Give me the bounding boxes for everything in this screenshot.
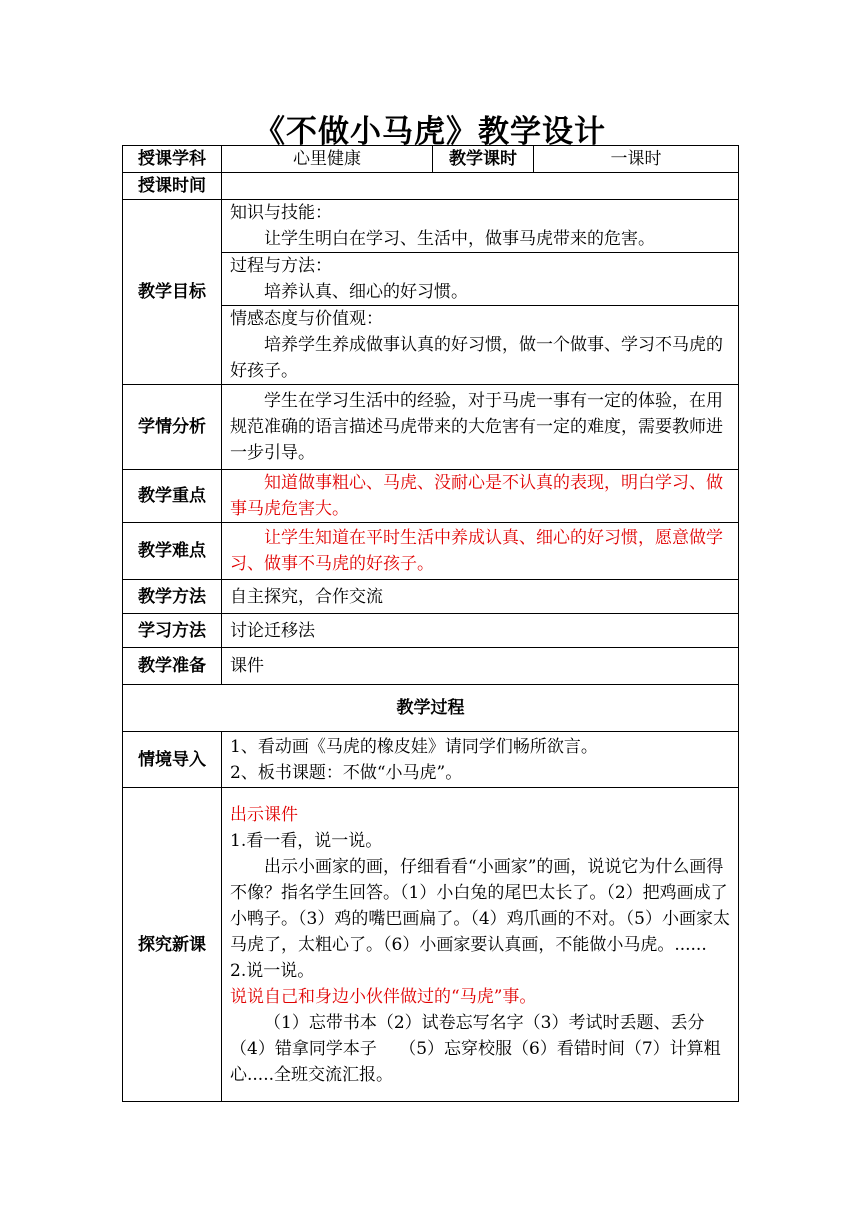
difficulties-label: 教学难点: [123, 523, 222, 580]
method-label: 教学方法: [123, 580, 222, 614]
key-points-row: [123, 470, 739, 523]
difficulties-row: [123, 523, 739, 580]
subject-label: 授课学科: [123, 146, 222, 173]
subject-value: 心里健康: [222, 146, 433, 173]
goals-label: 教学目标: [123, 200, 222, 385]
explore-step2-text: （1）忘带书本（2）试卷忘写名字（3）考试时丢题、丢分（4）错拿同学本子 （5）忘穿校服（6）看错时间（7）计算粗心.....全班交流汇报。: [230, 1012, 721, 1085]
intro-cell: [222, 732, 739, 788]
time-label: 授课时间: [123, 173, 222, 200]
learning-row: [123, 614, 739, 648]
intro-line-2: 2、板书课题：不做“小马虎”。: [230, 762, 463, 783]
analysis-label: 学情分析: [123, 385, 222, 470]
difficulties-text: 让学生知道在平时生活中养成认真、细心的好习惯，愿意做学习、做事不马虎的好孩子。: [222, 523, 739, 580]
process-text: 培养认真、细心的好习惯。: [264, 282, 468, 302]
knowledge-heading: 知识与技能：: [230, 203, 332, 223]
subject-row: [123, 146, 739, 173]
explore-step2-prompt: 说说自己和身边小伙伴做过的“马虎”事。: [230, 986, 537, 1007]
intro-label: 情境导入: [123, 732, 222, 788]
document-title: 《不做小马虎》教学设计: [254, 114, 606, 150]
goals-emotion-cell: [222, 306, 739, 385]
process-title-row: [123, 685, 739, 732]
intro-row: [123, 732, 739, 788]
hours-label: 教学课时: [433, 146, 534, 173]
explore-row: [123, 788, 739, 1102]
hours-value: 一课时: [534, 146, 739, 173]
key-points-label: 教学重点: [123, 470, 222, 523]
lesson-plan-table: [122, 145, 739, 1102]
preparation-value: 课件: [222, 648, 739, 685]
goals-row: [123, 200, 739, 253]
explore-step1-title: 1.看一看，说一说。: [230, 830, 383, 851]
emotion-heading: 情感态度与价值观：: [230, 309, 383, 329]
method-row: [123, 580, 739, 614]
learning-value: 讨论迁移法: [222, 614, 739, 648]
emotion-text: 培养学生养成做事认真的好习惯，做一个做事、学习不马虎的好孩子。: [230, 335, 723, 381]
process-heading: 过程与方法：: [230, 256, 332, 276]
analysis-text: 学生在学习生活中的经验，对于马虎一事有一定的体验，在用规范准确的语言描述马虎带来的大危害有一定的难度，需要教师进一步引导。: [222, 385, 739, 470]
time-value: [222, 173, 739, 200]
explore-show-courseware: 出示课件: [230, 804, 298, 825]
explore-label: 探究新课: [123, 788, 222, 1102]
explore-step2-title: 2.说一说。: [230, 960, 315, 981]
preparation-row: [123, 648, 739, 685]
goals-knowledge-cell: [222, 200, 739, 253]
knowledge-text: 让学生明白在学习、生活中，做事马虎带来的危害。: [264, 229, 655, 249]
intro-line-1: 1、看动画《马虎的橡皮娃》请同学们畅所欲言。: [230, 736, 598, 757]
time-row: [123, 173, 739, 200]
process-title: 教学过程: [123, 685, 739, 732]
key-points-text: 知道做事粗心、马虎、没耐心是不认真的表现，明白学习、做事马虎危害大。: [222, 470, 739, 523]
explore-step1-text: 出示小画家的画，仔细看看“小画家”的画，说说它为什么画得不像？指名学生回答。（1）小白兔的尾巴太长了。（2）把鸡画成了小鸭子。（3）鸡的嘴巴画扁了。（4）鸡爪画的不对。（5）小画家太马虎了，太粗心了。（6）小画家要认真画，不能做小马虎。......: [230, 856, 730, 955]
goals-process-cell: [222, 253, 739, 306]
method-value: 自主探究，合作交流: [222, 580, 739, 614]
learning-label: 学习方法: [123, 614, 222, 648]
analysis-row: [123, 385, 739, 470]
preparation-label: 教学准备: [123, 648, 222, 685]
explore-cell: [222, 788, 739, 1102]
